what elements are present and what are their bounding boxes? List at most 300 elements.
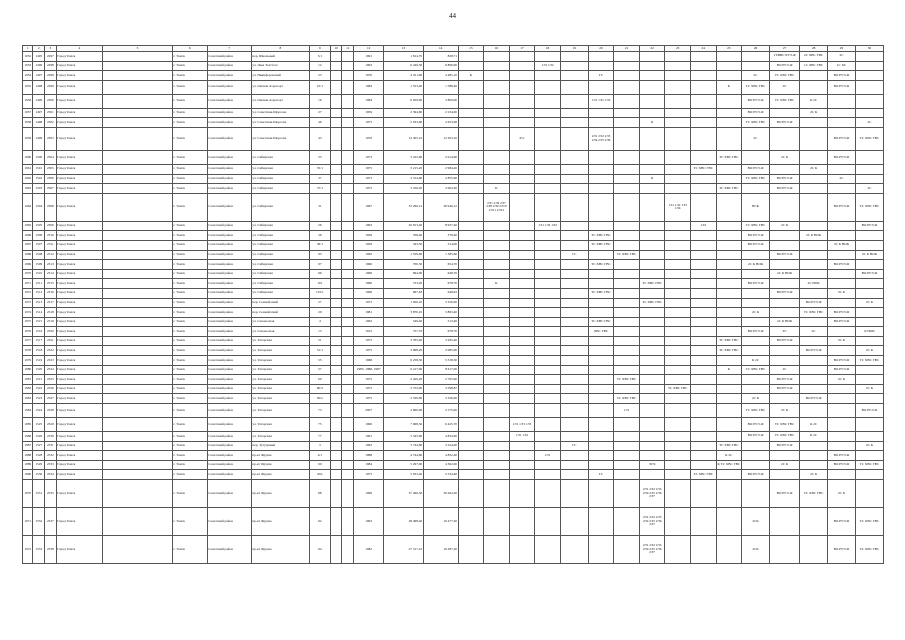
table-cell [690,108,716,118]
table-row [23,71,884,81]
table-cell [509,384,535,394]
table-cell: 3 314,60 [384,174,424,184]
table-cell [535,317,561,327]
table-cell: 16 [309,94,330,108]
table-cell: 654,70 [423,260,458,270]
table-cell [535,279,561,289]
table-cell: 1 588,40 [423,80,458,94]
table-cell [342,480,354,508]
table-cell: Советский район [207,250,251,260]
table-cell [665,480,691,508]
table-cell: 88 [309,480,330,508]
table-cell [769,308,799,318]
table-cell: 1975 [354,375,384,385]
table-cell [509,288,535,298]
table-cell: ул. Татарская [251,375,309,385]
table-cell [509,108,535,118]
table-cell: Советский район [207,184,251,194]
table-cell: Советский район [207,508,251,536]
table-cell [342,250,354,260]
table-cell: ул. Сибирская [251,260,309,270]
table-cell [639,384,665,394]
table-cell: 1985, 1986, 1987 [354,365,384,375]
table-cell: К [639,174,665,184]
table-cell [103,365,173,375]
table-cell: 2 904,30 [423,184,458,194]
table-row [23,240,884,250]
table-cell [716,52,742,62]
table-cell: Советский район [207,127,251,150]
table-cell [330,480,342,508]
table-cell [716,94,742,108]
table-cell [690,288,716,298]
table-cell [560,365,588,375]
table-cell [509,269,535,279]
table-cell [800,451,828,461]
table-cell: 1957 [23,108,33,118]
table-cell: 2 429,20 [384,375,424,385]
table-cell [535,174,561,184]
table-cell: 12 303,10 [423,127,458,150]
table-cell [509,536,535,564]
table-cell [800,193,828,221]
table-cell: г. Томск [172,432,207,442]
table-row [23,269,884,279]
table-cell [330,356,342,366]
table-cell [509,61,535,71]
table-cell: К [458,71,484,81]
table-row [23,118,884,128]
table-row [23,308,884,318]
table-cell [716,61,742,71]
table-cell [103,375,173,385]
table-cell: ГС [588,71,614,81]
table-cell [342,260,354,270]
table-cell: 5 297,00 [384,460,424,470]
table-cell: 549,40 [384,317,424,327]
table-cell: г. Томск [172,404,207,418]
table-cell: 2310 [45,231,57,241]
table-cell [458,52,484,62]
table-cell: 26 [309,221,330,231]
table-cell: ВО РУЭ-Ф [769,288,799,298]
table-cell: Советский район [207,269,251,279]
table-cell [690,269,716,279]
table-cell [535,260,561,270]
table-cell [103,108,173,118]
table-cell: 36 946,12 [423,193,458,221]
table-cell: ТС ХВС ГВС [742,80,770,94]
table-cell [342,394,354,404]
table-cell: 2306 [45,174,57,184]
column-header: 14 [423,46,458,52]
table-cell [330,52,342,62]
table-cell [458,432,484,442]
table-cell [103,221,173,231]
table-cell [342,384,354,394]
table-cell: 60 [309,375,330,385]
table-cell: 2С К НОК [769,317,799,327]
table-cell [639,240,665,250]
table-cell: ул. Татарская [251,365,309,375]
table-cell [560,94,588,108]
table-cell [769,231,799,241]
table-cell: пр-кт Фрунзе [251,508,309,536]
table-cell [690,460,716,470]
table-cell: ТС ХВС ГВС [769,418,799,432]
table-cell: 2 765,90 [423,375,458,385]
table-row [23,480,884,508]
table-cell: ул. Советская-Щорсова [251,127,309,150]
table-cell: Город Томск [56,240,102,250]
table-cell [103,150,173,164]
table-cell: ТС ХВС ГВС [588,231,614,241]
table-row [23,298,884,308]
table-cell: 1Э1 1Э3 1Э3 [509,418,535,432]
table-cell [800,260,828,270]
table-cell: Город Томск [56,174,102,184]
table-cell: 1530 [33,470,45,480]
table-cell [509,260,535,270]
table-cell [342,118,354,128]
table-cell [560,317,588,327]
table-cell: 3 863,40 [423,308,458,318]
table-cell: 2335 [45,480,57,508]
table-cell [855,375,883,385]
table-cell: 1985 [23,418,33,432]
table-cell [665,317,691,327]
table-cell [484,52,510,62]
table-cell: 757,70 [384,327,424,337]
table-row [23,127,884,150]
table-cell: 1503 [33,184,45,194]
table-cell [458,118,484,128]
table-cell: Город Томск [56,118,102,128]
table-cell [639,317,665,327]
table-cell: 3 295,40 [423,336,458,346]
column-header: 21 [614,46,640,52]
table-cell [828,432,856,442]
table-cell: 2007 [354,404,384,418]
table-row [23,394,884,404]
table-cell: Советский район [207,231,251,241]
table-cell [458,327,484,337]
table-cell [484,451,510,461]
table-cell [535,480,561,508]
table-cell: 3 698,20 [384,346,424,356]
table-cell [535,298,561,308]
table-cell [665,460,691,470]
table-cell: ВО РУЭ-Ф [828,536,856,564]
table-cell: 31 [309,193,330,221]
table-cell [509,279,535,289]
table-row [23,221,884,231]
table-cell [103,288,173,298]
table-cell [458,441,484,451]
table-cell: 648,70 [423,269,458,279]
table-cell: 2323 [45,356,57,366]
table-cell [742,384,770,394]
column-header: 8 [251,46,309,52]
table-cell [855,164,883,174]
table-cell: 1497 [33,71,45,81]
table-cell [509,365,535,375]
table-cell: 1973 [354,174,384,184]
table-cell [535,394,561,404]
table-cell: 1512 [33,288,45,298]
table-cell: 2Э1 2Э2 2Э3 2Э4 2Э5 2Э6 [588,127,614,150]
table-cell: пер. Тутуцовый [251,441,309,451]
table-cell: г. Томск [172,536,207,564]
table-cell: 2С ХВС ГВС [800,52,828,62]
table-cell: 2 984,20 [423,164,458,174]
table-cell: 1990 [354,418,384,432]
table-cell: г. Томск [172,470,207,480]
table-cell: 2302 [45,118,57,128]
column-header: 7 [207,46,251,52]
table-cell: г. Томск [172,94,207,108]
table-cell: ул. Сибирская [251,240,309,250]
table-cell [484,384,510,394]
table-cell [342,231,354,241]
table-cell [855,365,883,375]
table-cell [330,279,342,289]
table-cell [690,384,716,394]
table-cell: Советский район [207,432,251,442]
table-cell [342,346,354,356]
table-cell [103,460,173,470]
table-cell: 5 345,90 [384,432,424,442]
table-cell: 1509 [33,260,45,270]
table-cell: 4 485,10 [423,71,458,81]
table-cell: Город Томск [56,460,102,470]
table-cell: 1513 [33,298,45,308]
table-cell [484,480,510,508]
table-cell: Город Томск [56,127,102,150]
table-cell [484,80,510,94]
table-cell: Советский район [207,404,251,418]
table-cell [103,336,173,346]
table-cell [535,460,561,470]
table-cell: Город Томск [56,94,102,108]
table-cell: г. Томск [172,365,207,375]
table-cell [716,404,742,418]
table-cell: 1 559,60 [384,250,424,260]
table-cell [800,460,828,470]
table-cell [800,221,828,231]
table-cell: ТС ХВС ГВС [588,260,614,270]
table-cell [458,480,484,508]
table-cell [509,164,535,174]
table-cell: 1504 [33,193,45,221]
table-cell: Советский район [207,260,251,270]
table-cell: ул. Сибирская [251,221,309,231]
table-row [23,260,884,270]
table-cell: ВО РУЭ-Ф [828,365,856,375]
table-cell: 2С К [800,470,828,480]
table-cell [560,288,588,298]
table-cell [535,240,561,250]
table-cell [855,317,883,327]
table-cell [690,508,716,536]
table-cell [716,394,742,404]
table-cell: 35/1 [309,164,330,174]
table-cell [639,346,665,356]
table-cell: 2311 [45,240,57,250]
table-cell [690,404,716,418]
table-cell [665,418,691,432]
table-cell: 1522 [33,384,45,394]
table-cell [614,356,640,366]
table-cell [690,418,716,432]
table-cell [484,269,510,279]
table-cell: 5/1 [309,52,330,62]
table-row [23,231,884,241]
table-cell [484,536,510,564]
table-cell: 3 744,60 [384,441,424,451]
table-cell [742,317,770,327]
table-cell: 2 985,90 [423,346,458,356]
table-cell: Город Томск [56,250,102,260]
table-cell [639,193,665,221]
table-cell: 1521 [33,375,45,385]
table-cell [484,317,510,327]
table-cell [560,127,588,150]
table-row [23,470,884,480]
table-cell [690,127,716,150]
table-cell [330,536,342,564]
table-cell [103,451,173,461]
table-cell: 37 466,30 [384,480,424,508]
table-cell [588,375,614,385]
table-cell [330,174,342,184]
table-cell: 1967 [23,240,33,250]
table-cell [560,80,588,94]
table-cell [639,288,665,298]
table-cell: г. Томск [172,269,207,279]
table-cell [639,394,665,404]
table-cell [560,61,588,71]
table-cell [769,279,799,289]
table-row [23,441,884,451]
table-cell: ВО РУЭ-Ф [742,327,770,337]
table-cell [509,508,535,536]
table-cell [639,365,665,375]
table-cell [458,80,484,94]
table-cell: г. Томск [172,336,207,346]
table-cell [330,260,342,270]
table-cell: Город Томск [56,288,102,298]
table-cell: г. Томск [172,327,207,337]
table-cell [342,184,354,194]
table-cell: пер. Сенной/ский [251,308,309,318]
table-cell: ВО РУЭ-Ф [742,279,770,289]
table-cell: ВО РУЭ-Ф [828,80,856,94]
table-cell: 3 320,00 [423,298,458,308]
table-cell: пр-кт Фрунзе [251,470,309,480]
table-cell [800,356,828,366]
table-cell [330,118,342,128]
table-cell: 2С К НОК [855,250,883,260]
table-cell [614,269,640,279]
table-cell [716,174,742,184]
table-cell: ТС ХВС ГВС [716,441,742,451]
table-cell: ТС ХВС ГВС [588,317,614,327]
table-cell: Город Томск [56,384,102,394]
table-cell: Советский район [207,308,251,318]
table-cell: ТС ХВС ГВС [614,250,640,260]
table-cell: 36 [309,231,330,241]
page-number: 44 [449,12,456,20]
table-cell [769,164,799,174]
table-cell [509,240,535,250]
table-cell: ТС ХВС ГВС [800,308,828,318]
table-cell: 2Э1 2Э4 2Э7 2Э8 2Э9 2Э10 2Э11 2Э12 [484,193,510,221]
table-cell: 1508 [33,250,45,260]
table-cell: 2297 [45,52,57,62]
table-cell: 1993 [354,221,384,231]
table-cell: ВО РУЭ-Ф [800,346,828,356]
table-cell [665,52,691,62]
table-cell: ул. Татарская [251,384,309,394]
table-cell: 1975 [354,184,384,194]
table-cell [342,94,354,108]
table-cell: 1531 [33,480,45,508]
table-cell: Советский район [207,150,251,164]
table-cell: 1968 [23,250,33,260]
table-cell [509,460,535,470]
table-cell: 6 258,30 [384,356,424,366]
table-cell [639,375,665,385]
table-cell: ВО РУЭ-Ф [855,221,883,231]
table-cell [509,308,535,318]
table-cell: 1993 [354,508,384,536]
table-cell: 1970 [354,71,384,81]
table-cell [458,260,484,270]
table-cell [665,184,691,194]
table-cell [828,269,856,279]
table-cell [690,308,716,318]
table-cell: 723,20 [384,279,424,289]
table-cell: 1975 [23,317,33,327]
table-cell [458,470,484,480]
table-cell [588,250,614,260]
table-cell: 4 744,60 [384,451,424,461]
table-cell [103,317,173,327]
table-cell [484,346,510,356]
column-header: 3 [45,46,57,52]
table-cell: 1982 [354,536,384,564]
table-cell [855,52,883,62]
table-cell [690,279,716,289]
table-cell: ВО РУЭ-Ф [769,336,799,346]
table-cell [800,365,828,375]
table-cell [560,308,588,318]
table-cell [342,375,354,385]
table-cell [716,288,742,298]
table-cell [458,193,484,221]
table-cell [458,536,484,564]
table-cell [509,451,535,461]
table-cell [769,298,799,308]
table-cell: Советский район [207,356,251,366]
table-cell [665,365,691,375]
table-cell: Советский район [207,418,251,432]
table-cell [639,308,665,318]
table-cell: ТС ХВС ГВС [690,470,716,480]
table-cell: 1500 [33,150,45,164]
table-cell: 60 [309,460,330,470]
